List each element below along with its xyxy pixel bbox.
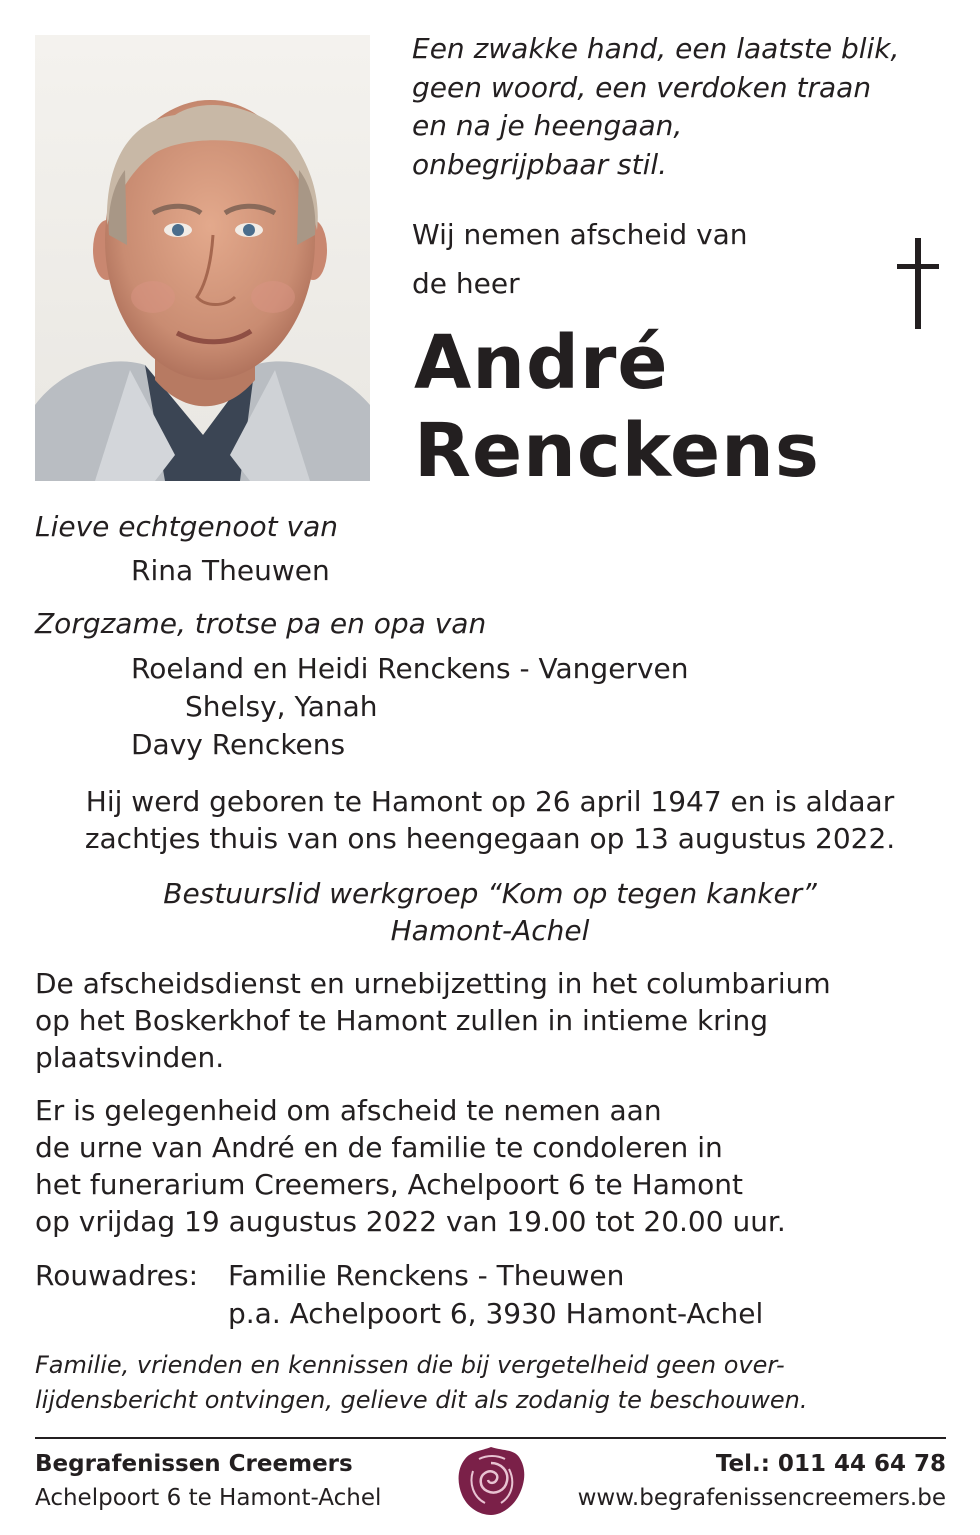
- deceased-last-name: Renckens: [414, 408, 820, 494]
- service-line: De afscheidsdienst en urnebijzetting in het columbarium: [35, 967, 831, 1000]
- child-family-1: Roeland en Heidi Renckens - Vangerven: [131, 652, 689, 685]
- birth-death-line-2: zachtjes thuis van ons heengegaan op 13 augustus 2022.: [84, 822, 896, 855]
- address-line-2: p.a. Achelpoort 6, 3930 Hamont-Achel: [228, 1297, 764, 1330]
- service-text: [35, 965, 831, 1076]
- visitation-text: [35, 1092, 786, 1240]
- website-link[interactable]: www.begrafenissencreemers.be: [577, 1485, 946, 1511]
- poem-line: en na je heengaan,: [412, 109, 683, 142]
- intro-line-2: de heer: [412, 267, 520, 300]
- spouse-name: Rina Theuwen: [131, 554, 330, 587]
- deceased-first-name: André: [414, 320, 669, 406]
- poem-line: onbegrijpbaar stil.: [412, 147, 668, 181]
- notice-text: [35, 1348, 808, 1418]
- service-line: op het Boskerkhof te Hamont zullen in intieme kring: [35, 1004, 768, 1037]
- portrait-photo: [35, 35, 370, 481]
- visitation-line: op vrijdag 19 augustus 2022 van 19.00 tot 20.00 uur.: [35, 1205, 786, 1238]
- grandchildren: Shelsy, Yanah: [185, 690, 378, 723]
- service-line: plaatsvinden.: [35, 1041, 225, 1074]
- children-label: Zorgzame, trotse pa en opa van: [35, 607, 487, 640]
- address-label: Rouwadres:: [35, 1259, 199, 1292]
- poem: [412, 30, 899, 184]
- address-line-1: Familie Renckens - Theuwen: [228, 1259, 625, 1292]
- role-line-2: Hamont-Achel: [390, 914, 590, 947]
- visitation-line: Er is gelegenheid om afscheid te nemen aan: [35, 1094, 662, 1127]
- poem-line: Een zwakke hand, een laatste blik,: [412, 32, 900, 65]
- birth-death-line-1: Hij werd geboren te Hamont op 26 april 1947 en is aldaar: [85, 785, 895, 818]
- footer-divider: [35, 1437, 946, 1439]
- rose-logo-icon: [453, 1443, 529, 1523]
- phone-number: Tel.: 011 44 64 78: [715, 1451, 946, 1477]
- child-family-2: Davy Renckens: [131, 728, 346, 761]
- poem-line: geen woord, een verdoken traan: [412, 70, 872, 104]
- visitation-line: het funerarium Creemers, Achelpoort 6 te Hamont: [35, 1168, 744, 1201]
- company-address: Achelpoort 6 te Hamont-Achel: [35, 1485, 382, 1511]
- visitation-line: de urne van André en de familie te condoleren in: [35, 1131, 723, 1164]
- notice-line: lijdensbericht ontvingen, gelieve dit als zodanig te beschouwen.: [35, 1386, 808, 1414]
- company-name: Begrafenissen Creemers: [35, 1451, 353, 1477]
- intro-line-1: Wij nemen afscheid van: [412, 218, 748, 251]
- notice-line: Familie, vrienden en kennissen die bij vergetelheid geen over-: [35, 1351, 785, 1379]
- role-line-1: Bestuurslid werkgroep “Kom op tegen kanker”: [163, 877, 817, 910]
- spouse-label: Lieve echtgenoot van: [35, 510, 339, 543]
- latin-cross-icon: [893, 236, 943, 335]
